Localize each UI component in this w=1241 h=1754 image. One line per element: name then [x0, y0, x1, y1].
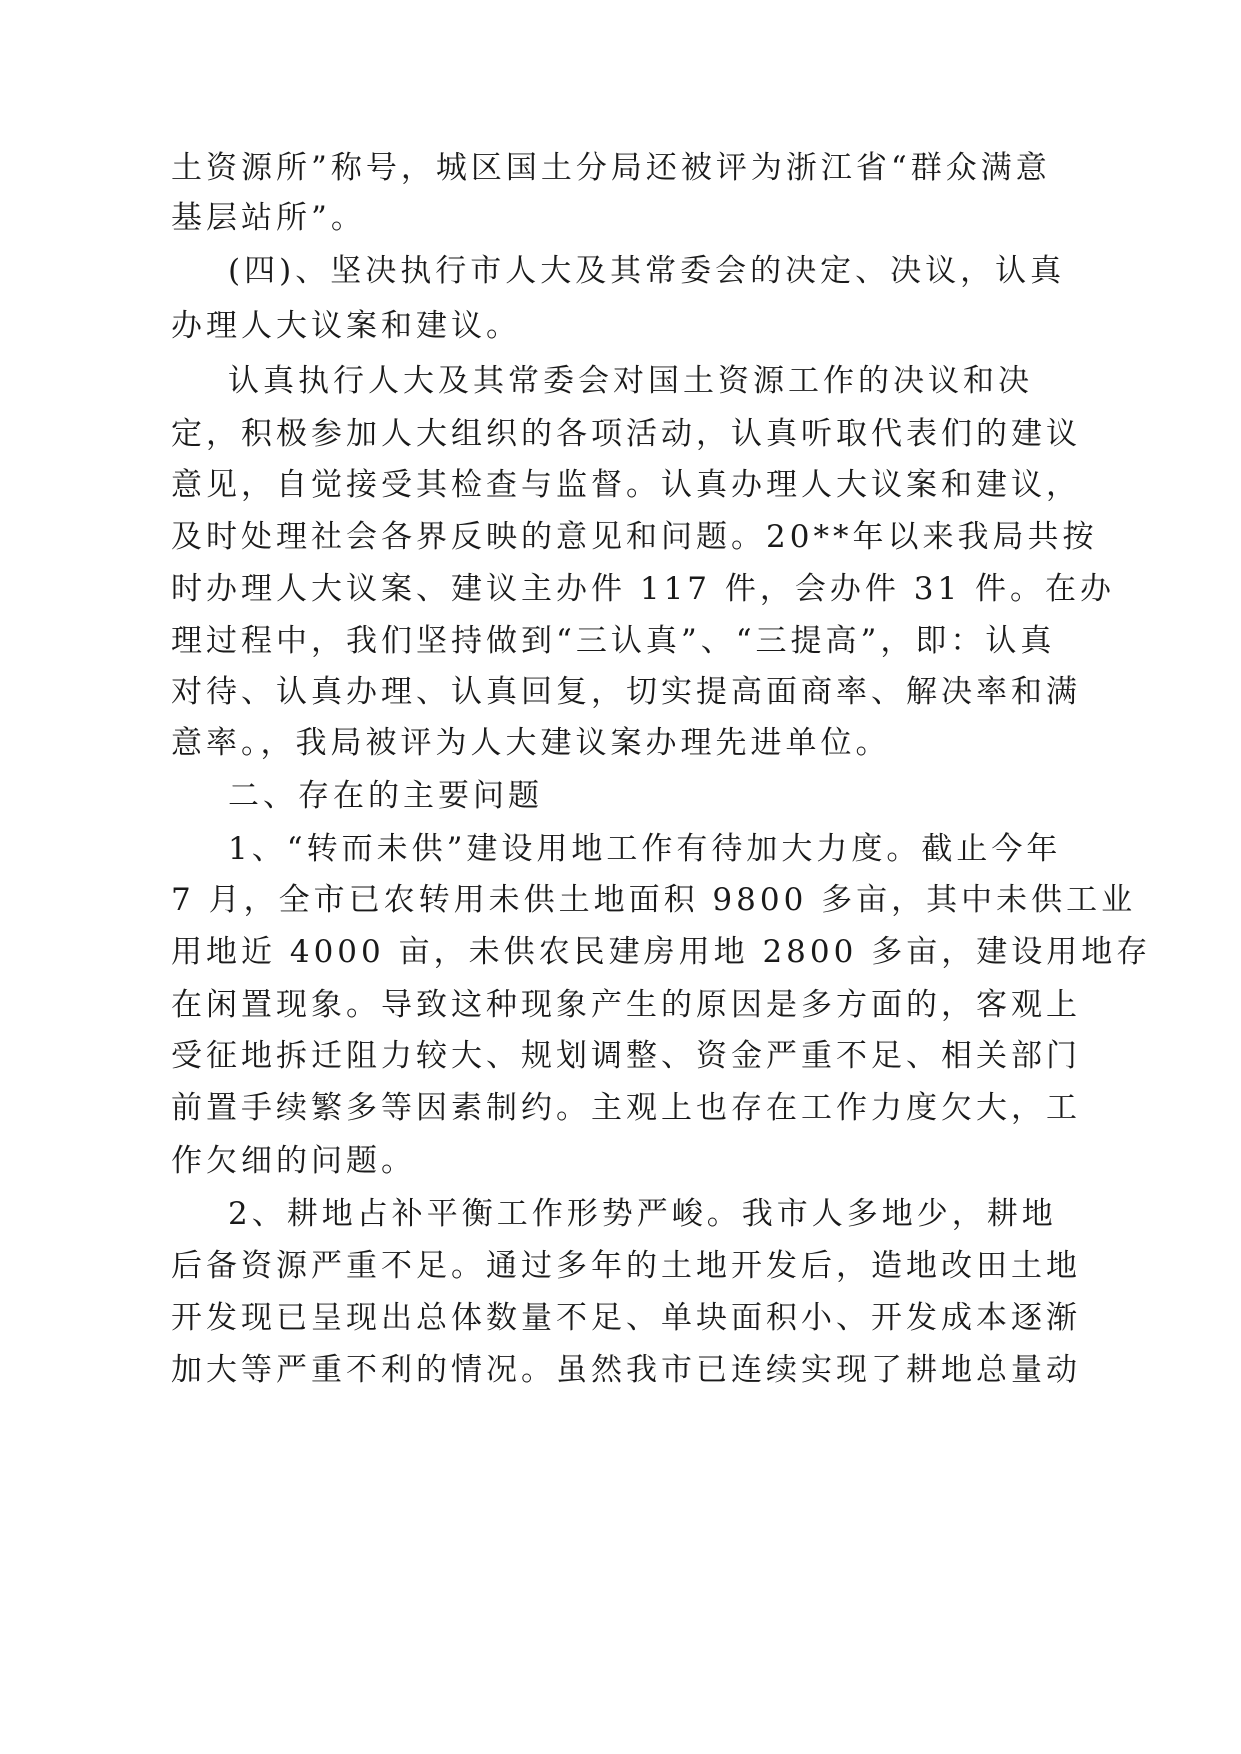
text-line	[0, 1236, 1241, 1296]
text-line-content: 办理人大议案和建议。	[171, 308, 521, 344]
text-line-content: 1、“转而未供”建设用地工作有待加大力度。截止今年	[228, 831, 1062, 867]
text-line	[0, 507, 1241, 567]
text-line	[0, 1340, 1241, 1400]
text-line	[0, 455, 1241, 515]
text-line-content: 对待、认真办理、认真回复，切实提高面商率、解决率和满	[171, 674, 1081, 710]
paragraph-heading	[0, 241, 1241, 301]
text-line	[0, 296, 1241, 356]
text-line-content: 受征地拆迁阻力较大、规划调整、资金严重不足、相关部门	[171, 1038, 1081, 1074]
text-line	[0, 1078, 1241, 1138]
text-line-content: 后备资源严重不足。通过多年的土地开发后，造地改田土地	[171, 1248, 1081, 1284]
text-line	[0, 1131, 1241, 1191]
text-line	[0, 713, 1241, 773]
text-line-content: 基层站所”。	[171, 200, 366, 236]
text-line-content: 开发现已呈现出总体数量不足、单块面积小、开发成本逐渐	[171, 1300, 1081, 1336]
text-line-content: 时办理人大议案、建议主办件 117 件，会办件 31 件。在办	[171, 571, 1116, 607]
text-line-content: 7 月，全市已农转用未供土地面积 9800 多亩，其中未供工业	[171, 882, 1137, 918]
text-line-content: 意见，自觉接受其检查与监督。认真办理人大议案和建议，	[171, 467, 1081, 503]
text-line	[0, 1288, 1241, 1348]
text-line-content: 用地近 4000 亩，未供农民建房用地 2800 多亩，建设用地存	[171, 934, 1152, 970]
text-line-content: 土资源所”称号，城区国土分局还被评为浙江省“群众满意	[171, 150, 1051, 186]
text-line-content: 二、存在的主要问题	[228, 778, 543, 814]
text-line	[0, 188, 1241, 248]
text-line-content: 2、耕地占补平衡工作形势严峻。我市人多地少，耕地	[228, 1196, 1057, 1232]
section-heading	[0, 766, 1241, 826]
text-line-content: 定，积极参加人大组织的各项活动，认真听取代表们的建议	[171, 416, 1081, 452]
text-line-content: 在闲置现象。导致这种现象产生的原因是多方面的，客观上	[171, 987, 1081, 1023]
paragraph-start	[0, 1184, 1241, 1244]
text-line	[0, 1026, 1241, 1086]
text-line	[0, 870, 1241, 930]
text-line-content: 作欠细的问题。	[171, 1143, 416, 1179]
text-line-content: 前置手续繁多等因素制约。主观上也存在工作力度欠大，工	[171, 1090, 1081, 1126]
text-line-content: 加大等严重不利的情况。虽然我市已连续实现了耕地总量动	[171, 1352, 1081, 1388]
text-line	[0, 922, 1241, 982]
text-line-content: (四)、坚决执行市人大及其常委会的决定、决议，认真	[228, 253, 1066, 289]
text-line-content: 意率。，我局被评为人大建议案办理先进单位。	[171, 725, 891, 761]
text-line-content: 理过程中，我们坚持做到“三认真”、“三提高”，即：认真	[171, 623, 1056, 659]
text-line-content: 及时处理社会各界反映的意见和问题。20**年以来我局共按	[171, 519, 1098, 555]
text-line-content: 认真执行人大及其常委会对国土资源工作的决议和决	[228, 363, 1033, 399]
text-line	[0, 559, 1241, 619]
paragraph-start	[0, 351, 1241, 411]
